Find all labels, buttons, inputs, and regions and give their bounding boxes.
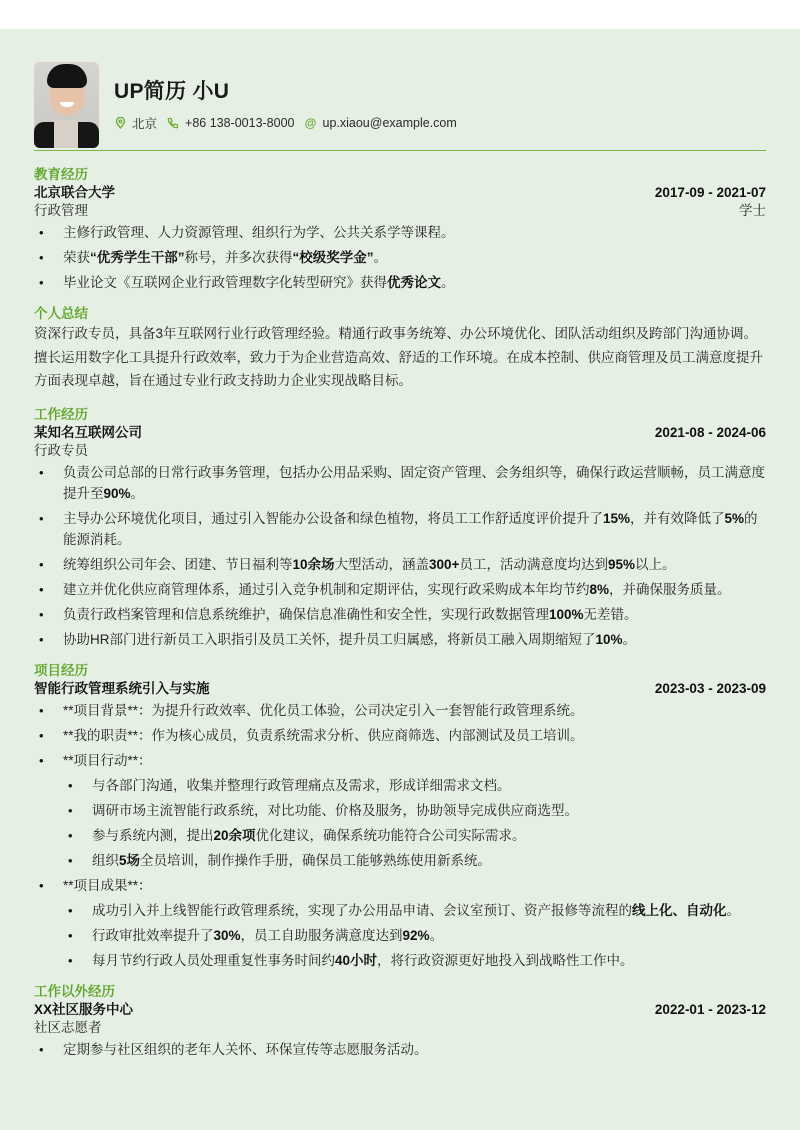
school-name: 北京联合大学 bbox=[34, 185, 115, 200]
contact-line bbox=[114, 114, 467, 132]
education-dates: 2017-09 - 2021-07 bbox=[654, 185, 766, 200]
list-item: • 与各部门沟通，收集并整理行政管理痛点及需求，形成详细需求文档。 bbox=[63, 775, 766, 796]
email-text[interactable]: up.xiaou@example.com bbox=[322, 115, 457, 130]
resume-page bbox=[0, 29, 800, 1130]
header-info bbox=[114, 78, 467, 132]
section-title: 个人总结 bbox=[34, 306, 88, 321]
list-item: • 主修行政管理、人力资源管理、组织行为学、公共关系学等课程。 bbox=[34, 222, 766, 243]
company-name: 某知名互联网公司 bbox=[34, 424, 142, 440]
summary-section bbox=[34, 305, 766, 393]
phone-text[interactable]: +86 138-0013-8000 bbox=[185, 115, 295, 130]
list-item: • 建立并优化供应商管理体系，通过引入竞争机制和定期评估，实现行政采购成本年均节约8%，并确保服务质量。 bbox=[34, 579, 766, 600]
volunteer-role: 社区志愿者 bbox=[34, 1019, 102, 1035]
list-item: • **我的职责**：作为核心成员，负责系统需求分析、供应商筛选、内部测试及员工培训。 bbox=[34, 725, 766, 746]
list-item: • 定期参与社区组织的老年人关怀、环保宣传等志愿服务活动。 bbox=[34, 1039, 766, 1060]
work-header-row bbox=[34, 424, 766, 442]
sub-list bbox=[63, 900, 766, 971]
list-item: • 负责行政档案管理和信息系统维护，确保信息准确性和安全性，实现行政数据管理100%无差错。 bbox=[34, 604, 766, 625]
project-bullets bbox=[34, 700, 766, 971]
candidate-name: UP简历 小U bbox=[114, 79, 230, 103]
map-pin-icon bbox=[114, 117, 126, 129]
list-item: • 组织5场全员培训，制作操作手册，确保员工能够熟练使用新系统。 bbox=[63, 850, 766, 871]
project-section bbox=[34, 662, 766, 971]
at-icon: @ bbox=[304, 115, 317, 130]
project-dates: 2023-03 - 2023-09 bbox=[654, 680, 766, 696]
work-bullets bbox=[34, 462, 766, 650]
list-item: • 每月节约行政人员处理重复性事务时间约40小时，将行政资源更好地投入到战略性工作中。 bbox=[63, 950, 766, 971]
avatar bbox=[34, 62, 99, 148]
top-margin bbox=[0, 0, 800, 29]
degree: 学士 bbox=[739, 203, 766, 218]
section-title: 教育经历 bbox=[34, 167, 88, 182]
summary-text: 资深行政专员，具备3年互联网行业行政管理经验。精通行政事务统筹、办公环境优化、团队活动组织及跨部门沟通协调。擅长运用数字化工具提升行政效率，致力于为企业营造高效、舒适的工作环境。在成本控制、供应商管理及员工满意度提升方面表现卓越，旨在通过专业行政支持助力企业实现战略目标。 bbox=[34, 326, 763, 388]
phone-icon bbox=[167, 117, 179, 129]
section-title: 项目经历 bbox=[34, 662, 88, 678]
education-header-row bbox=[34, 184, 766, 202]
project-name: 智能行政管理系统引入与实施 bbox=[34, 680, 210, 696]
education-section bbox=[34, 166, 766, 293]
list-item: • **项目行动**： • 与各部门沟通，收集并整理行政管理痛点及需求，形成详细需求文档。 • 调研市场主流智能行政系统，对比功能、价格及服务，协助领导完成供应商选型。 • 参与系统内测，提出20余项优化建议，确保系统功能符合公司实际需求。 • 组织5场全员培训，制作操作手册，确保员工能够熟练使用新系统。 bbox=[34, 750, 766, 871]
list-item: • 负责公司总部的日常行政事务管理，包括办公用品采购、固定资产管理、会务组织等，确保行政运营顺畅，员工满意度提升至90%。 bbox=[34, 462, 766, 504]
list-item: • 成功引入并上线智能行政管理系统，实现了办公用品申请、会议室预订、资产报修等流程的线上化、自动化。 bbox=[63, 900, 766, 921]
list-item: • 毕业论文《互联网企业行政管理数字化转型研究》获得优秀论文。 bbox=[34, 272, 766, 293]
volunteer-bullets bbox=[34, 1039, 766, 1060]
volunteer-header-row bbox=[34, 1001, 766, 1019]
list-item: • **项目成果**： • 成功引入并上线智能行政管理系统，实现了办公用品申请、会议室预订、资产报修等流程的线上化、自动化。 • 行政审批效率提升了30%，员工自助服务满意度达到92%。 • 每月节约行政人员处理重复性事务时间约40小时，将行政资源更好地投入到战略性工作中。 bbox=[34, 875, 766, 971]
volunteer-section bbox=[34, 983, 766, 1060]
list-item: • 主导办公环境优化项目，通过引入智能办公设备和绿色植物，将员工工作舒适度评价提升了15%，并有效降低了5%的能源消耗。 bbox=[34, 508, 766, 550]
education-sub-row bbox=[34, 202, 766, 220]
job-title: 行政专员 bbox=[34, 442, 88, 458]
contact-location bbox=[114, 114, 157, 132]
list-item: • 统筹组织公司年会、团建、节日福利等10余场大型活动，涵盖300+员工，活动满意度均达到95%以上。 bbox=[34, 554, 766, 575]
location-text: 北京 bbox=[132, 116, 158, 131]
major: 行政管理 bbox=[34, 203, 88, 218]
work-section bbox=[34, 406, 766, 650]
list-item: • 协助HR部门进行新员工入职指引及员工关怀，提升员工归属感，将新员工融入周期缩短了10%。 bbox=[34, 629, 766, 650]
education-bullets bbox=[34, 222, 766, 293]
section-title: 工作经历 bbox=[34, 406, 88, 422]
contact-email bbox=[305, 116, 457, 130]
list-item: • 荣获“优秀学生干部”称号，并多次获得“校级奖学金”。 bbox=[34, 247, 766, 268]
list-item: • 参与系统内测，提出20余项优化建议，确保系统功能符合公司实际需求。 bbox=[63, 825, 766, 846]
header-divider bbox=[34, 150, 766, 151]
contact-phone bbox=[167, 116, 294, 130]
list-item: • 调研市场主流智能行政系统，对比功能、价格及服务，协助领导完成供应商选型。 bbox=[63, 800, 766, 821]
work-dates: 2021-08 - 2024-06 bbox=[654, 424, 766, 440]
list-item: • 行政审批效率提升了30%，员工自助服务满意度达到92%。 bbox=[63, 925, 766, 946]
section-title: 工作以外经历 bbox=[34, 983, 115, 999]
project-header-row bbox=[34, 680, 766, 698]
volunteer-dates: 2022-01 - 2023-12 bbox=[654, 1001, 766, 1017]
resume-header bbox=[34, 29, 766, 147]
list-item: • **项目背景**：为提升行政效率、优化员工体验，公司决定引入一套智能行政管理系统。 bbox=[34, 700, 766, 721]
sub-list bbox=[63, 775, 766, 871]
volunteer-org: XX社区服务中心 bbox=[34, 1001, 134, 1017]
